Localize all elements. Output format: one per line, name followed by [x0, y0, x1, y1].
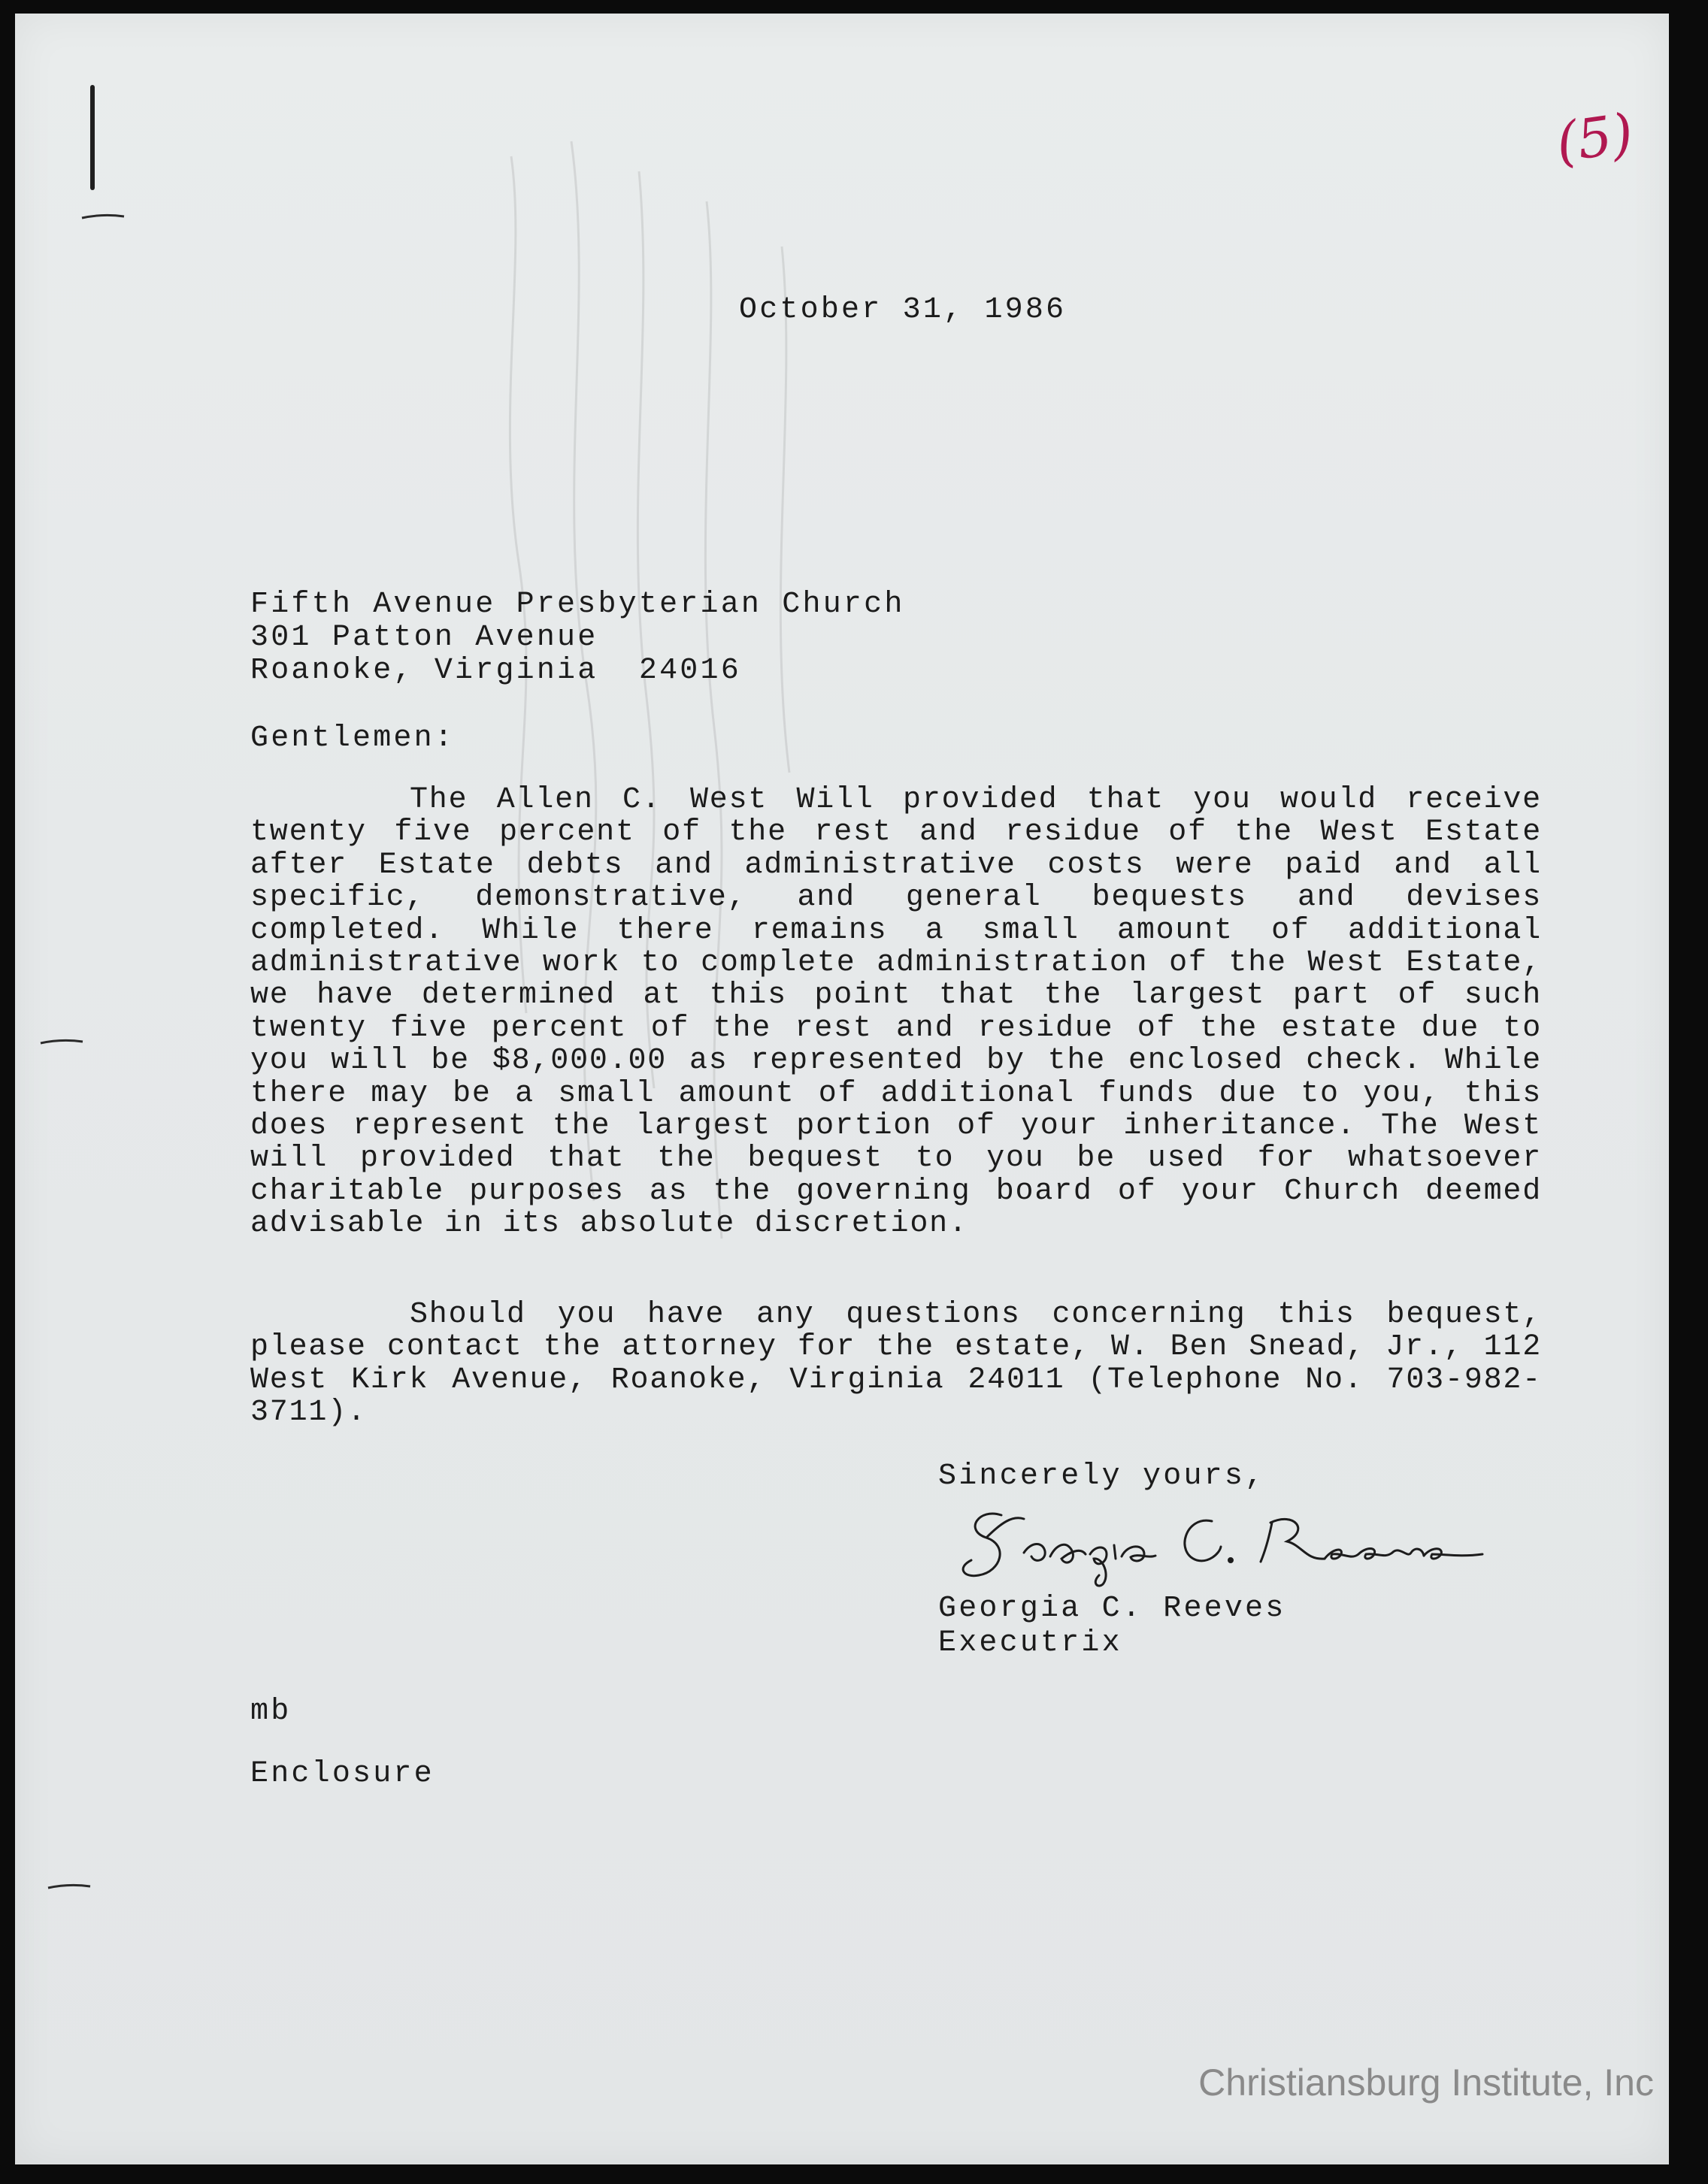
signer-block [938, 1592, 1286, 1661]
hole-punch-mark [38, 1036, 86, 1048]
enclosure-note: Enclosure [250, 1757, 435, 1791]
recipient-line: Roanoke, Virginia 24016 [250, 654, 741, 688]
signer-title: Executrix [938, 1626, 1122, 1660]
page-number-annotation: (5) [1552, 101, 1637, 174]
hole-punch-mark [79, 210, 127, 222]
salutation: Gentlemen: [250, 721, 456, 755]
hole-punch-mark [45, 1880, 93, 1892]
signature [956, 1500, 1498, 1590]
margin-mark [90, 85, 95, 190]
letter-page [15, 14, 1669, 2164]
letter-date: October 31, 1986 [739, 293, 1067, 327]
recipient-line: 301 Patton Avenue [250, 621, 598, 655]
closing: Sincerely yours, [938, 1460, 1266, 1493]
signer-name: Georgia C. Reeves [938, 1592, 1286, 1626]
watermark: Christiansburg Institute, Inc [1198, 2061, 1654, 2104]
typist-initials: mb [250, 1695, 292, 1729]
recipient-line: Fifth Avenue Presbyterian Church [250, 588, 905, 622]
body-paragraph: The Allen C. West Will provided that you would receive twenty five percent of the rest and residue of the West Estate after Estate debts and administrative costs were paid and all specific, demonstrative, and general bequests and devises completed. While there remains a small amount of additional administrative work to complete administration of the West Estate, we have determined at this point that the largest part of such twenty five percent of the rest and residue of the estate due to you will be $8,000.00 as represented by the enclosed check. While there may be a small amount of additional funds due to you, this does represent the largest portion of your inheritance. The West will provided that the bequest to you be used for whatsoever charitable purposes as the governing board of your Church deemed advisable in its absolute discretion. [250, 783, 1542, 1242]
recipient-address [250, 588, 905, 688]
body-paragraph: Should you have any questions concerning this bequest, please contact the attorney for the estate, W. Ben Snead, Jr., 112 West Kirk Avenue, Roanoke, Virginia 24011 (Telephone No. 703-982-3711). [250, 1298, 1542, 1430]
